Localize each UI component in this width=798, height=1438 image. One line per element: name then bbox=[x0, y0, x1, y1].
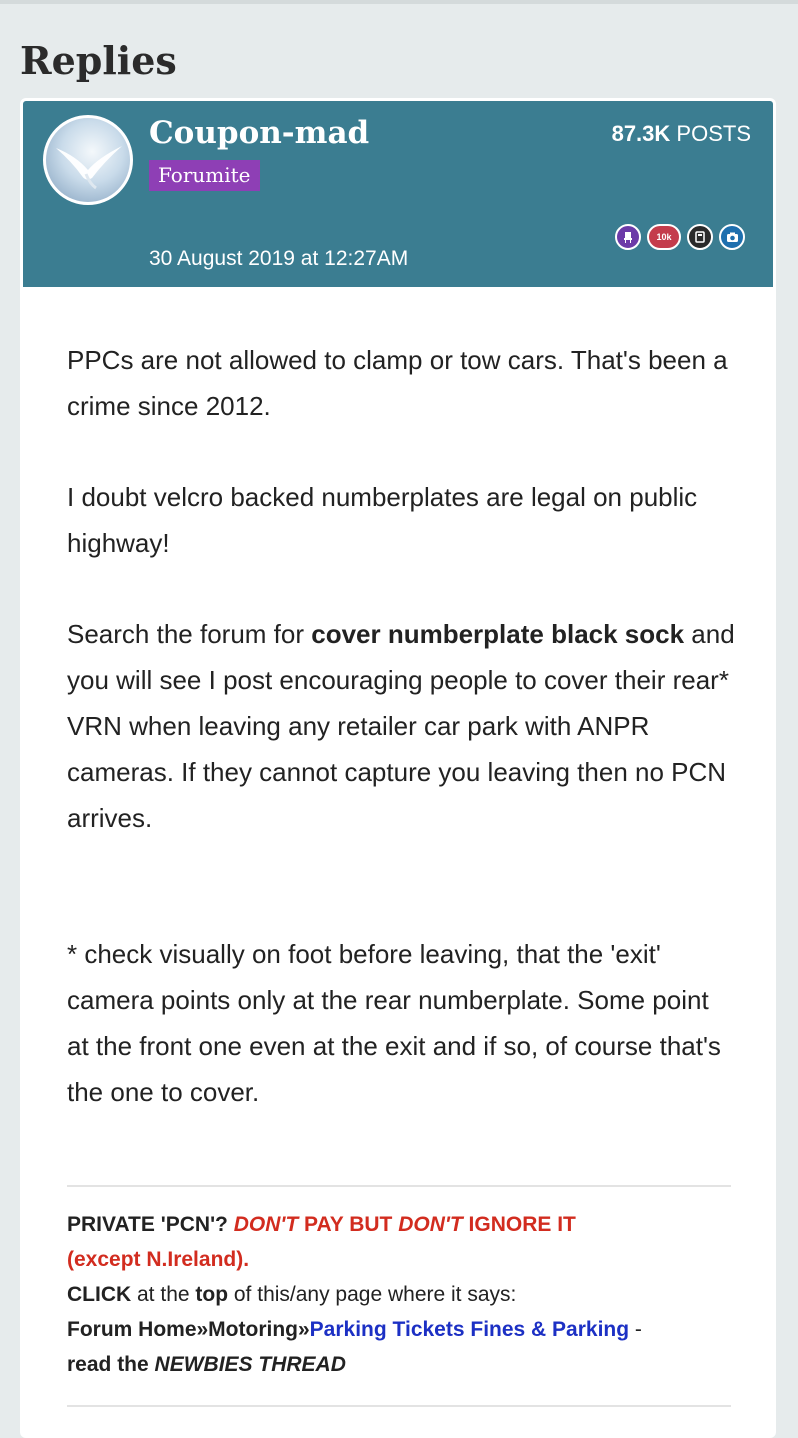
sig-text: of this/any page where it says: bbox=[228, 1283, 517, 1306]
reply-card bbox=[20, 98, 776, 1438]
avatar[interactable] bbox=[43, 115, 133, 205]
bold-search-term: cover numberplate black sock bbox=[311, 619, 685, 649]
signature-line bbox=[67, 1207, 737, 1242]
sig-text: top bbox=[195, 1283, 229, 1306]
chair-icon[interactable] bbox=[615, 224, 641, 250]
top-border bbox=[0, 0, 798, 4]
sig-red-text: DON'T bbox=[233, 1213, 299, 1236]
sig-red-text: IGNORE IT bbox=[462, 1213, 576, 1236]
camera-icon[interactable] bbox=[719, 224, 745, 250]
book-icon[interactable] bbox=[687, 224, 713, 250]
sig-text: read the bbox=[67, 1353, 155, 1376]
post-header bbox=[23, 101, 773, 287]
signature-line bbox=[67, 1242, 737, 1277]
sig-text: - bbox=[629, 1318, 642, 1341]
bottom-divider bbox=[67, 1405, 731, 1407]
signature-divider bbox=[67, 1185, 731, 1187]
sig-red-text: DON'T bbox=[398, 1213, 463, 1236]
role-badge: Forumite bbox=[149, 160, 260, 191]
seagull-icon bbox=[46, 118, 130, 202]
sig-text: at the bbox=[131, 1283, 196, 1306]
sig-red-text: (except N.Ireland). bbox=[67, 1248, 250, 1271]
text-span: and you will see I post encouraging people to cover their rear* VRN when leaving any retailer car park with ANPR cameras. If they cannot capture you leaving then no PCN arrives. bbox=[67, 619, 735, 833]
posts-count-value: 87.3K bbox=[611, 121, 671, 146]
signature bbox=[67, 1207, 737, 1382]
post-paragraph bbox=[67, 611, 737, 841]
signature-line bbox=[67, 1347, 737, 1382]
sig-text: Forum Home»Motoring» bbox=[67, 1318, 310, 1341]
post-paragraph: * check visually on foot before leaving, that the 'exit' camera points only at the rear numberplate. Some point at the front one even at the exit and if so, of course that's the one to cover. bbox=[67, 939, 721, 1107]
post-paragraph: PPCs are not allowed to clamp or tow cars. That's been a crime since 2012. bbox=[67, 345, 728, 421]
sig-red-text: PAY BUT bbox=[298, 1213, 399, 1236]
signature-line bbox=[67, 1312, 737, 1347]
section-title: Replies bbox=[20, 38, 177, 83]
author-name[interactable]: Coupon-mad bbox=[149, 115, 370, 151]
sig-text: PRIVATE 'PCN'? bbox=[67, 1213, 234, 1236]
sig-text: CLICK bbox=[67, 1283, 132, 1306]
signature-line bbox=[67, 1277, 737, 1312]
posts-count bbox=[612, 121, 751, 147]
post-date[interactable]: 30 August 2019 at 12:27AM bbox=[149, 247, 409, 270]
10k-icon[interactable]: 10k bbox=[647, 224, 681, 250]
badge-list bbox=[615, 224, 745, 250]
newbies-thread-text: NEWBIES THREAD bbox=[154, 1353, 346, 1376]
posts-label: POSTS bbox=[676, 121, 751, 146]
text-span: Search the forum for bbox=[67, 619, 312, 649]
post-paragraph: I doubt velcro backed numberplates are legal on public highway! bbox=[67, 482, 698, 558]
post-body bbox=[67, 337, 737, 1115]
parking-tickets-link[interactable]: Parking Tickets Fines & Parking bbox=[309, 1318, 630, 1341]
